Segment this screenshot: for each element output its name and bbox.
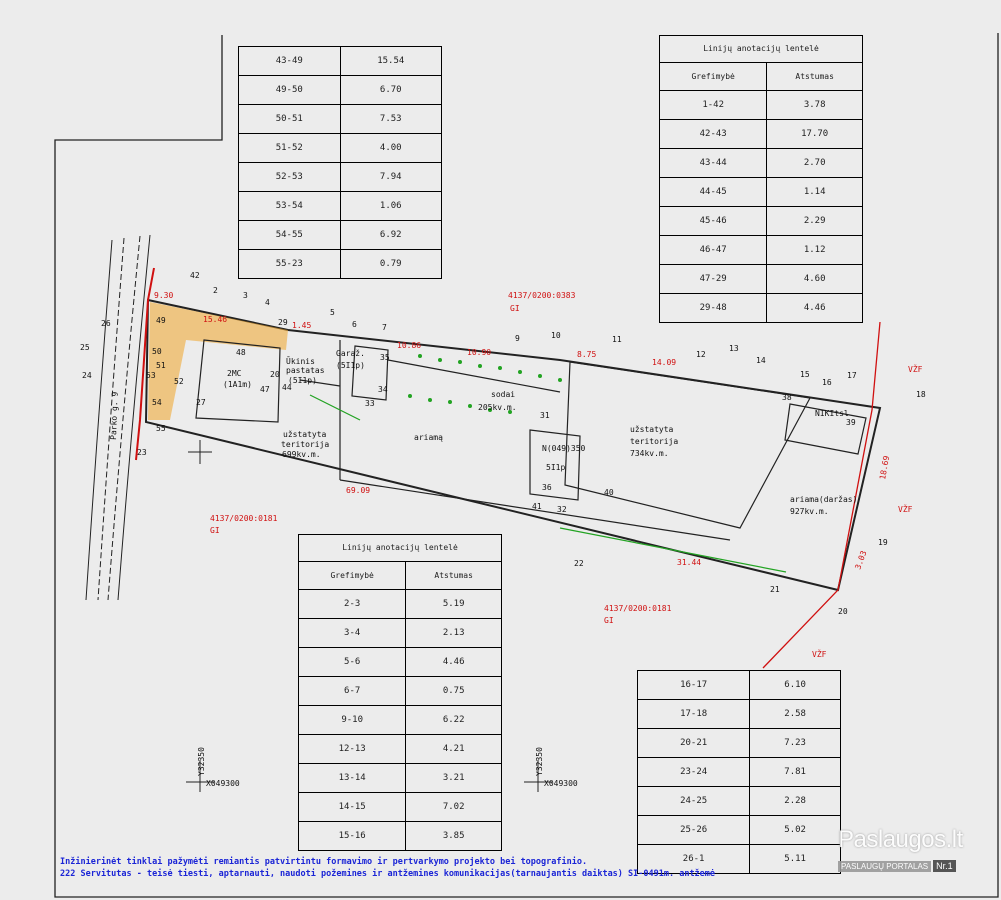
distance-cell: 15.54 xyxy=(340,47,442,76)
svg-text:15.46: 15.46 xyxy=(203,315,228,324)
segment-cell: 2-3 xyxy=(299,590,406,619)
svg-text:42: 42 xyxy=(190,271,200,280)
svg-text:10.90: 10.90 xyxy=(467,348,492,357)
svg-text:6: 6 xyxy=(352,320,357,329)
watermark-tagline: PASLAUGŲ PORTALAS xyxy=(838,861,931,872)
segment-cell: 13-14 xyxy=(299,764,406,793)
distance-cell: 4.60 xyxy=(767,265,863,294)
distance-cell: 1.12 xyxy=(767,236,863,265)
segment-cell: 46-47 xyxy=(660,236,767,265)
distance-cell: 6.92 xyxy=(340,221,442,250)
svg-text:4137/0200:0181: 4137/0200:0181 xyxy=(604,604,672,613)
svg-text:14: 14 xyxy=(756,356,766,365)
segment-cell: 53-54 xyxy=(239,192,341,221)
segment-cell: 24-25 xyxy=(638,787,750,816)
distance-cell: 0.79 xyxy=(340,250,442,279)
distance-cell: 3.78 xyxy=(767,91,863,120)
svg-text:NIKItsl: NIKItsl xyxy=(815,409,849,418)
area-labels xyxy=(109,349,857,516)
segment-cell: 12-13 xyxy=(299,735,406,764)
table-row xyxy=(660,294,863,323)
note-line: 222 Servitutas - teisė tiesti, aptarnauti, naudoti požemines ir antžemines komunikacijas(tarnaujantis daiktas) SI-0491m. antžemė xyxy=(60,869,716,879)
svg-text:17: 17 xyxy=(847,371,857,380)
svg-text:GI: GI xyxy=(510,304,520,313)
segment-cell: 17-18 xyxy=(638,700,750,729)
distance-cell: 7.94 xyxy=(340,163,442,192)
svg-text:47: 47 xyxy=(260,385,270,394)
segment-cell: 44-45 xyxy=(660,178,767,207)
table-row xyxy=(638,816,841,845)
svg-text:927kv.m.: 927kv.m. xyxy=(790,507,829,516)
segment-cell: 3-4 xyxy=(299,619,406,648)
svg-text:52: 52 xyxy=(174,377,184,386)
col-header: Grefimybė xyxy=(660,63,767,91)
svg-text:10: 10 xyxy=(551,331,561,340)
segment-cell: 52-53 xyxy=(239,163,341,192)
svg-text:5: 5 xyxy=(330,308,335,317)
svg-text:34: 34 xyxy=(378,385,388,394)
distance-cell: 2.28 xyxy=(750,787,841,816)
table-row xyxy=(239,47,442,76)
drawing-notes xyxy=(60,856,715,880)
svg-text:teritorija: teritorija xyxy=(281,440,330,449)
svg-text:11: 11 xyxy=(612,335,622,344)
segment-cell: 20-21 xyxy=(638,729,750,758)
svg-text:31.44: 31.44 xyxy=(677,558,702,567)
segment-cell: 5-6 xyxy=(299,648,406,677)
table-row xyxy=(239,221,442,250)
distance-cell: 7.81 xyxy=(750,758,841,787)
svg-text:(1A1m): (1A1m) xyxy=(223,380,252,389)
distance-cell: 7.53 xyxy=(340,105,442,134)
svg-text:4137/0200:0181: 4137/0200:0181 xyxy=(210,514,278,523)
svg-text:21: 21 xyxy=(770,585,780,594)
svg-text:2: 2 xyxy=(213,286,218,295)
segment-cell: 49-50 xyxy=(239,76,341,105)
segment-cell: 45-46 xyxy=(660,207,767,236)
watermark xyxy=(838,826,978,873)
table-row xyxy=(239,250,442,279)
table-row xyxy=(239,192,442,221)
svg-text:VŽF: VŽF xyxy=(898,505,913,514)
svg-text:4137/0200:0383: 4137/0200:0383 xyxy=(508,291,576,300)
watermark-brand: Paslaugos.lt xyxy=(838,826,963,853)
table-row xyxy=(299,822,502,851)
table-row xyxy=(239,76,442,105)
distance-cell: 17.70 xyxy=(767,120,863,149)
table-row xyxy=(299,677,502,706)
distance-cell: 6.10 xyxy=(750,671,841,700)
svg-text:19: 19 xyxy=(878,538,888,547)
table-row xyxy=(660,265,863,294)
svg-text:pastatas: pastatas xyxy=(286,366,325,375)
svg-text:20: 20 xyxy=(838,607,848,616)
distance-cell: 4.21 xyxy=(406,735,502,764)
svg-text:22: 22 xyxy=(574,559,584,568)
svg-text:13: 13 xyxy=(729,344,739,353)
svg-text:14.09: 14.09 xyxy=(652,358,677,367)
svg-text:2MC: 2MC xyxy=(227,369,242,378)
table-row xyxy=(299,706,502,735)
svg-text:205kv.m.: 205kv.m. xyxy=(478,403,517,412)
svg-text:Garaž.: Garaž. xyxy=(336,349,365,358)
table-row xyxy=(239,105,442,134)
svg-text:39: 39 xyxy=(846,418,856,427)
svg-text:VŽF: VŽF xyxy=(812,650,827,659)
table-row xyxy=(299,735,502,764)
svg-text:3.03: 3.03 xyxy=(853,549,869,571)
svg-text:Y32350: Y32350 xyxy=(535,747,544,776)
svg-text:31: 31 xyxy=(540,411,550,420)
svg-text:Y32350: Y32350 xyxy=(197,747,206,776)
table-row xyxy=(239,163,442,192)
segment-cell: 26-1 xyxy=(638,845,750,874)
segment-cell: 42-43 xyxy=(660,120,767,149)
segment-cell: 51-52 xyxy=(239,134,341,163)
svg-text:12: 12 xyxy=(696,350,706,359)
svg-text:24: 24 xyxy=(82,371,92,380)
svg-text:53: 53 xyxy=(146,371,156,380)
segment-cell: 47-29 xyxy=(660,265,767,294)
segment-cell: 9-10 xyxy=(299,706,406,735)
table-row xyxy=(660,91,863,120)
svg-text:X049300: X049300 xyxy=(544,779,578,788)
svg-text:51: 51 xyxy=(156,361,166,370)
svg-text:35: 35 xyxy=(380,353,390,362)
distance-cell: 5.02 xyxy=(750,816,841,845)
distance-cell: 4.46 xyxy=(406,648,502,677)
table-top-right xyxy=(659,35,863,323)
table-bottom-right xyxy=(637,670,841,874)
distance-cell: 1.06 xyxy=(340,192,442,221)
distance-cell: 7.23 xyxy=(750,729,841,758)
svg-text:40: 40 xyxy=(604,488,614,497)
col-header: Atstumas xyxy=(406,562,502,590)
note-line: Inžinierinėt tinklai pažymėti remiantis patvirtintu formavimo ir pertvarkymo projekto bei topografinio. xyxy=(60,857,588,867)
col-header: Atstumas xyxy=(767,63,863,91)
svg-text:15: 15 xyxy=(800,370,810,379)
svg-text:(5I1p): (5I1p) xyxy=(336,361,365,370)
svg-text:GI: GI xyxy=(210,526,220,535)
distance-cell: 6.22 xyxy=(406,706,502,735)
svg-text:7: 7 xyxy=(382,323,387,332)
green-line xyxy=(560,528,786,572)
segment-cell: 43-49 xyxy=(239,47,341,76)
svg-text:32: 32 xyxy=(557,505,567,514)
svg-text:26: 26 xyxy=(101,319,111,328)
table-row xyxy=(299,619,502,648)
svg-text:Ūkinis: Ūkinis xyxy=(286,357,315,366)
segment-cell: 29-48 xyxy=(660,294,767,323)
segment-cell: 50-51 xyxy=(239,105,341,134)
distance-cell: 5.19 xyxy=(406,590,502,619)
table-row xyxy=(239,134,442,163)
svg-text:69.09: 69.09 xyxy=(346,486,371,495)
svg-text:23: 23 xyxy=(137,448,147,457)
table-row xyxy=(660,178,863,207)
svg-text:9: 9 xyxy=(515,334,520,343)
svg-text:33: 33 xyxy=(365,399,375,408)
svg-text:10.86: 10.86 xyxy=(397,341,422,350)
svg-text:3: 3 xyxy=(243,291,248,300)
table-row xyxy=(299,648,502,677)
svg-text:X049300: X049300 xyxy=(206,779,240,788)
table-top-left xyxy=(238,46,442,279)
svg-text:Parko g. 9: Parko g. 9 xyxy=(109,391,120,441)
distance-cell: 3.21 xyxy=(406,764,502,793)
svg-text:44: 44 xyxy=(282,383,292,392)
svg-text:20: 20 xyxy=(270,370,280,379)
svg-text:VŽF: VŽF xyxy=(908,365,923,374)
svg-text:9.30: 9.30 xyxy=(154,291,174,300)
distance-cell: 6.70 xyxy=(340,76,442,105)
table-row xyxy=(660,236,863,265)
table-row xyxy=(638,729,841,758)
distance-cell: 2.13 xyxy=(406,619,502,648)
segment-cell: 25-26 xyxy=(638,816,750,845)
svg-text:55: 55 xyxy=(156,424,166,433)
distance-cell: 1.14 xyxy=(767,178,863,207)
segment-cell: 14-15 xyxy=(299,793,406,822)
svg-text:ariama(daržas): ariama(daržas) xyxy=(790,495,858,504)
table-row xyxy=(660,207,863,236)
table-bottom-center xyxy=(298,534,502,851)
svg-text:16: 16 xyxy=(822,378,832,387)
segment-cell: 1-42 xyxy=(660,91,767,120)
svg-text:25: 25 xyxy=(80,343,90,352)
svg-text:699kv.m.: 699kv.m. xyxy=(282,450,321,459)
distance-cell: 7.02 xyxy=(406,793,502,822)
distance-cell: 5.11 xyxy=(750,845,841,874)
distance-cell: 0.75 xyxy=(406,677,502,706)
table-row xyxy=(638,700,841,729)
segment-cell: 16-17 xyxy=(638,671,750,700)
svg-text:49: 49 xyxy=(156,316,166,325)
svg-text:36: 36 xyxy=(542,483,552,492)
svg-text:38: 38 xyxy=(782,393,792,402)
table-row xyxy=(299,793,502,822)
segment-cell: 15-16 xyxy=(299,822,406,851)
svg-text:18: 18 xyxy=(916,390,926,399)
svg-text:8.75: 8.75 xyxy=(577,350,597,359)
distance-cell: 3.85 xyxy=(406,822,502,851)
segment-cell: 23-24 xyxy=(638,758,750,787)
green-line-2 xyxy=(310,395,360,420)
table-title: Linijų anotacijų lentelė xyxy=(298,534,502,561)
col-header: Grefimybė xyxy=(299,562,406,590)
svg-text:(5I1p): (5I1p) xyxy=(288,376,317,385)
segment-cell: 43-44 xyxy=(660,149,767,178)
watermark-rank: Nr.1 xyxy=(933,860,956,872)
table-row xyxy=(299,590,502,619)
table-row xyxy=(638,671,841,700)
svg-text:N(049)350: N(049)350 xyxy=(542,444,586,453)
segment-cell: 54-55 xyxy=(239,221,341,250)
distance-cell: 4.00 xyxy=(340,134,442,163)
distance-cell: 4.46 xyxy=(767,294,863,323)
distance-cell: 2.29 xyxy=(767,207,863,236)
svg-text:1.45: 1.45 xyxy=(292,321,312,330)
table-row xyxy=(299,764,502,793)
table-row xyxy=(638,787,841,816)
distance-cell: 2.58 xyxy=(750,700,841,729)
svg-text:užstatyta: užstatyta xyxy=(630,425,674,434)
svg-text:41: 41 xyxy=(532,502,542,511)
svg-text:GI: GI xyxy=(604,616,614,625)
segment-cell: 55-23 xyxy=(239,250,341,279)
segment-cell: 6-7 xyxy=(299,677,406,706)
svg-text:sodai: sodai xyxy=(491,390,516,399)
svg-text:54: 54 xyxy=(152,398,162,407)
svg-text:50: 50 xyxy=(152,347,162,356)
svg-text:734kv.m.: 734kv.m. xyxy=(630,449,669,458)
svg-text:27: 27 xyxy=(196,398,206,407)
table-row xyxy=(660,120,863,149)
svg-text:48: 48 xyxy=(236,348,246,357)
svg-text:29: 29 xyxy=(278,318,288,327)
table-row xyxy=(660,149,863,178)
svg-text:18.69: 18.69 xyxy=(878,455,892,481)
table-row xyxy=(638,758,841,787)
table-title: Linijų anotacijų lentelė xyxy=(659,35,863,62)
svg-text:4: 4 xyxy=(265,298,270,307)
svg-text:ariamą: ariamą xyxy=(414,433,443,442)
svg-text:5I1p: 5I1p xyxy=(546,463,566,472)
svg-text:užstatyta: užstatyta xyxy=(283,430,327,439)
distance-cell: 2.70 xyxy=(767,149,863,178)
svg-text:teritorija: teritorija xyxy=(630,437,679,446)
